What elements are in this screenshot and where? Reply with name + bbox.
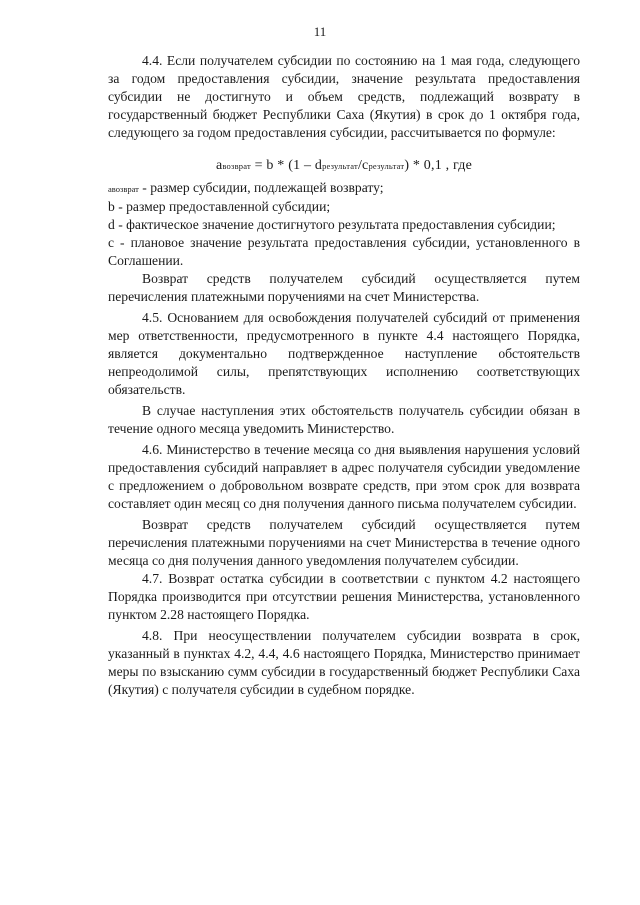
definition-a-sub: возврат: [111, 184, 139, 194]
formula-sub-3: результат: [368, 161, 405, 171]
page-number: 11: [313, 24, 327, 39]
formula-part-3: ) * 0,1 , где: [404, 158, 472, 173]
paragraph-4-6: 4.6. Министерство в течение месяца со дня выявления нарушения условий предоставления субсидий направляет в адрес получателя субсидии уведомление с предложением о добровольном возврате средств, при этом срок для возврата составляет один месяц со дня получения данного письма получателем субсидии.: [108, 442, 580, 511]
definition-d: d - фактическое значение достигнутого результата предоставления субсидии;: [108, 217, 556, 232]
paragraph-4-8: 4.8. При неосуществлении получателем субсидии возврата в срок, указанный в пунктах 4.2, 4.4, 4.6 настоящего Порядка, Министерство принимает меры по взысканию сумм субсидии в государственный бюджет Республики Саха (Якутия) с получателя субсидии в судебном порядке.: [108, 628, 580, 697]
formula-lhs-sub: возврат: [222, 161, 251, 171]
paragraph-4-5-notice: В случае наступления этих обстоятельств получатель субсидии обязан в течение одного месяца уведомить Министерство.: [108, 403, 580, 436]
paragraph-4-4: 4.4. Если получателем субсидии по состоянию на 1 мая года, следующего за годом предоставления субсидии, значение результата предоставления субсидии не достигнуто и объем средств, подлежащий возврату в государственный бюджет Республики Саха (Якутия) в срок до 1 октября года, следующего за годом предоставления субсидии, рассчитывается по формуле:: [108, 53, 580, 140]
formula-part-2: /c: [357, 158, 369, 173]
definition-a: [108, 179, 580, 198]
formula: [108, 157, 580, 175]
formula-part-1: = b * (1 – d: [250, 158, 323, 173]
paragraph-return-1: Возврат средств получателем субсидий осуществляется путем перечисления платежными поручениями на счет Министерства.: [108, 271, 580, 304]
paragraph-4-5: 4.5. Основанием для освобождения получателей субсидий от применения мер ответственности, предусмотренного в пункте 4.4 настоящего Порядка, является документально подтвержденное наступление обстоятельств непреодолимой силы, препятствующих исполнению соответствующих обязательств.: [108, 310, 580, 397]
formula-lhs: a: [215, 158, 223, 173]
document-body: [108, 52, 580, 699]
definition-a-text: - размер субсидии, подлежащей возврату;: [138, 180, 384, 195]
definition-b: b - размер предоставленной субсидии;: [108, 199, 331, 214]
paragraph-4-7: 4.7. Возврат остатка субсидии в соответствии с пунктом 4.2 настоящего Порядка производится при отсутствии решения Министерства, установленного пунктом 2.28 настоящего Порядка.: [108, 571, 580, 622]
definition-c: c - плановое значение результата предоставления субсидии, установленного в Соглашении.: [108, 235, 580, 268]
paragraph-return-2: Возврат средств получателем субсидий осуществляется путем перечисления платежными поручениями на счет Министерства в течение одного месяца со дня получения данного уведомления получателем субсидии.: [108, 517, 580, 568]
formula-sub-2: результат: [322, 161, 358, 171]
definition-a-symbol: a: [108, 184, 112, 194]
